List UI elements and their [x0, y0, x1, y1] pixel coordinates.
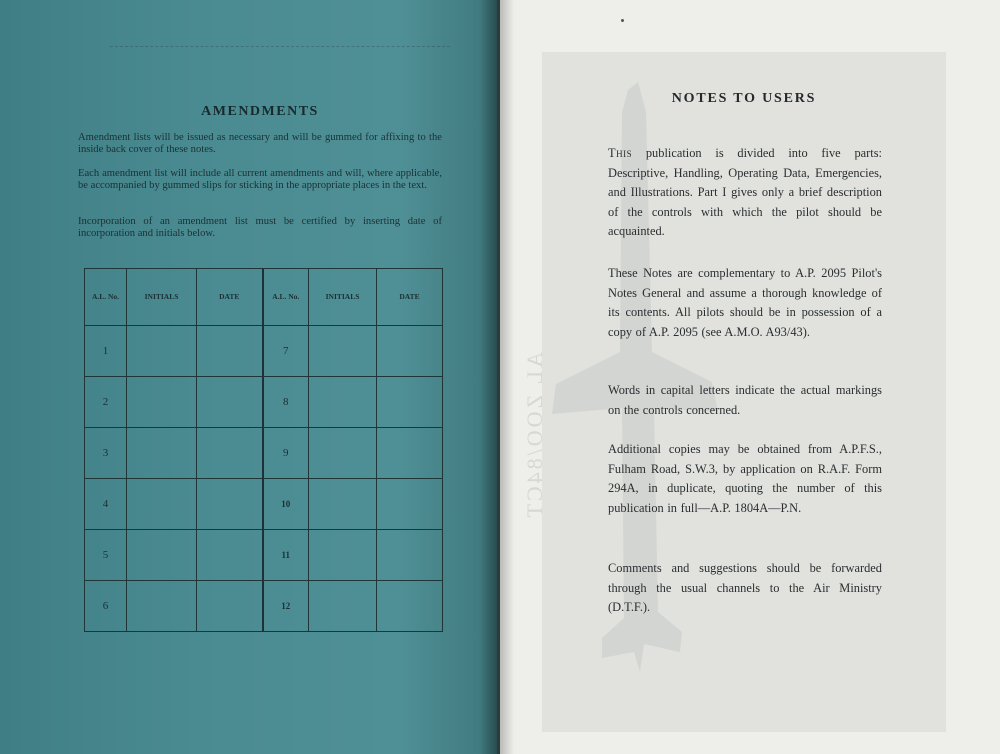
date-cell [377, 581, 443, 632]
initials-cell [309, 377, 377, 428]
al-number-cell: 7 [263, 326, 309, 377]
initials-cell [127, 581, 197, 632]
amendments-paragraph: Amendment lists will be issued as necessary and will be gummed for affixing to the inside back cover of these notes. [78, 132, 442, 156]
left-page [0, 0, 497, 754]
initials-cell [309, 530, 377, 581]
initials-cell [127, 326, 197, 377]
watermark-text: AL ZOO/84CT [522, 352, 547, 521]
notes-paragraph-text: publication is divided into five parts: Descriptive, Handling, Operating Data, Emergencies, and Illustrations. Part I gives only a brief description of the controls with which the pilot should be acquainted. [608, 146, 882, 239]
al-number-cell: 11 [263, 530, 309, 581]
header-al-no: A.L. No. [85, 269, 127, 326]
notes-paragraph: Comments and suggestions should be forwarded through the usual channels to the Air Ministry (D.T.F.). [608, 561, 882, 615]
paper-speck [621, 19, 624, 22]
gutter-shadow-left [479, 0, 497, 754]
initials-cell [127, 530, 197, 581]
table-row [85, 530, 443, 581]
initials-cell [127, 377, 197, 428]
al-number-cell: 8 [263, 377, 309, 428]
date-cell [197, 581, 263, 632]
al-number-cell: 10 [263, 479, 309, 530]
date-cell [197, 530, 263, 581]
al-number-cell: 2 [85, 377, 127, 428]
header-al-no: A.L. No. [263, 269, 309, 326]
al-number-cell: 12 [263, 581, 309, 632]
date-cell [377, 377, 443, 428]
al-number-cell: 6 [85, 581, 127, 632]
header-initials: INITIALS [127, 269, 197, 326]
al-number-cell: 4 [85, 479, 127, 530]
header-date: DATE [377, 269, 443, 326]
notes-paragraph: Additional copies may be obtained from A.P.F.S., Fulham Road, S.W.3, by application on R.A.F. Form 294A, in duplicate, quoting the number of this publication in full—A.P. 1804A—P.N. [608, 442, 882, 515]
initials-cell [127, 428, 197, 479]
amendments-paragraph: Incorporation of an amendment list must be certified by inserting date of incorporation and initials below. [78, 216, 442, 240]
date-cell [197, 428, 263, 479]
al-number-cell: 3 [85, 428, 127, 479]
table-row [85, 581, 443, 632]
initials-cell [309, 326, 377, 377]
al-number-cell: 5 [85, 530, 127, 581]
small-caps-lead: This [608, 146, 633, 160]
notes-paragraph [608, 144, 882, 242]
date-cell [197, 326, 263, 377]
initials-cell [309, 581, 377, 632]
right-page [500, 0, 1000, 754]
table-header-row [85, 269, 443, 326]
date-cell [197, 377, 263, 428]
date-cell [377, 326, 443, 377]
header-date: DATE [197, 269, 263, 326]
header-initials: INITIALS [309, 269, 377, 326]
date-cell [377, 530, 443, 581]
date-cell [197, 479, 263, 530]
initials-cell [309, 479, 377, 530]
initials-cell [309, 428, 377, 479]
al-number-cell: 9 [263, 428, 309, 479]
amendment-record-table [84, 268, 443, 632]
gutter-shadow-right [500, 0, 514, 754]
notes-to-users-title: NOTES TO USERS [671, 91, 817, 106]
date-cell [377, 428, 443, 479]
amendments-title: AMENDMENTS [201, 104, 319, 119]
al-number-cell: 1 [85, 326, 127, 377]
amendments-paragraph: Each amendment list will include all current amendments and will, where applicable, be accompanied by gummed slips for sticking in the appropriate places in the text. [78, 168, 442, 192]
faint-header-rule [110, 36, 450, 47]
table-row [85, 428, 443, 479]
table-row [85, 326, 443, 377]
initials-cell [127, 479, 197, 530]
notes-paragraph: Words in capital letters indicate the actual markings on the controls concerned. [608, 383, 882, 417]
date-cell [377, 479, 443, 530]
table-row [85, 377, 443, 428]
notes-paragraph: These Notes are complementary to A.P. 2095 Pilot's Notes General and assume a thorough knowledge of its contents. All pilots should be in possession of a copy of A.P. 2095 (see A.M.O. A93/43). [608, 266, 882, 339]
table-row [85, 479, 443, 530]
